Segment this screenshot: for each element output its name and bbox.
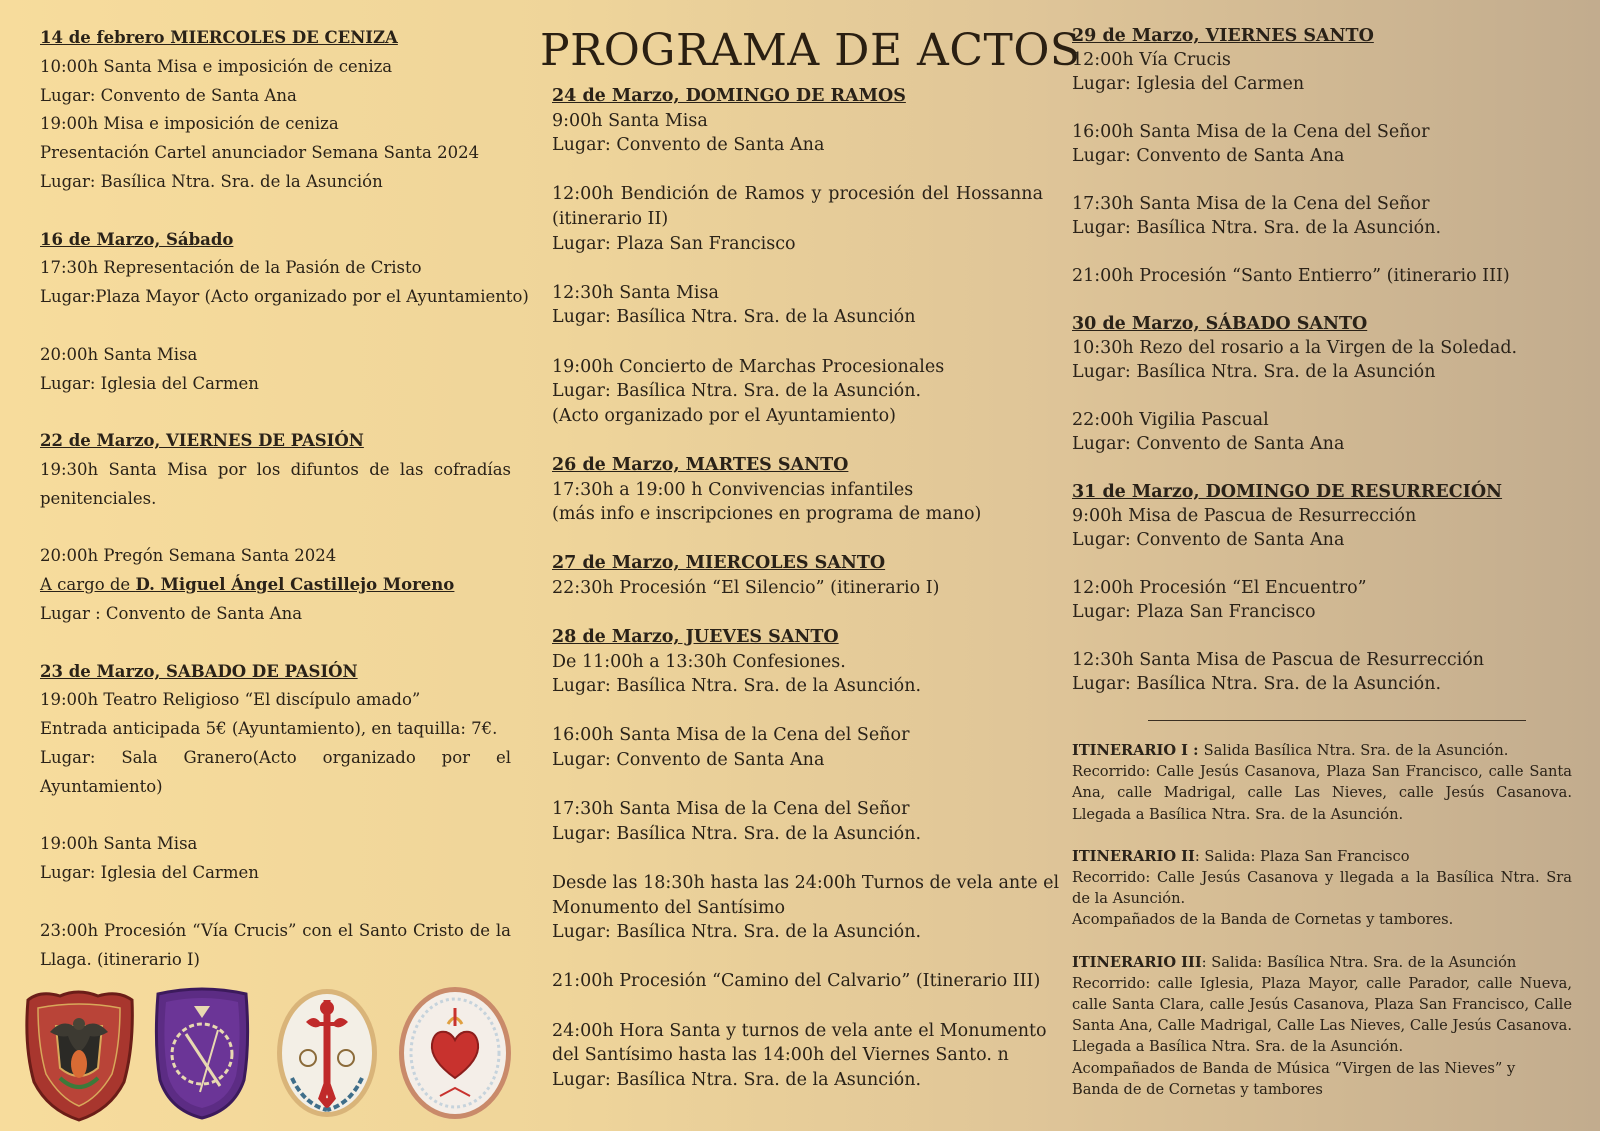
event-line: Monumento del Santísimo — [552, 897, 786, 918]
event-line: Lugar: Basílica Ntra. Sra. de la Asunción. — [1072, 673, 1442, 694]
event-line: 9:00h Santa Misa — [552, 110, 708, 131]
section-header: 24 de Marzo, DOMINGO DE RAMOS — [552, 86, 906, 106]
section-header: 28 de Marzo, JUEVES SANTO — [552, 627, 839, 648]
cargo-prefix: A cargo de — [40, 575, 136, 595]
event-line: Lugar: Basílica Ntra. Sra. de la Asunción. — [1072, 218, 1442, 239]
event-line: 21:00h Procesión “Santo Entierro” (itinerario III) — [1072, 265, 1510, 286]
event-line: Lugar: Basílica Ntra. Sra. de la Asunción — [552, 307, 916, 328]
event-line: 12:00h Vía Crucis — [1072, 50, 1231, 71]
section-header: 22 de Marzo, VIERNES DE PASIÓN — [40, 431, 364, 451]
section-header: 26 de Marzo, MARTES SANTO — [552, 454, 849, 475]
santiago-cross-emblem — [274, 986, 380, 1120]
section-header: 31 de Marzo, DOMINGO DE RESURRECIÓN — [1072, 481, 1503, 502]
section-header: 27 de Marzo, MIERCOLES SANTO — [552, 553, 886, 574]
itinerary-label: ITINERARIO III — [1072, 953, 1202, 971]
middle-column — [540, 22, 1081, 1092]
cargo-name: D. Miguel Ángel Castillejo Moreno — [135, 575, 455, 595]
event-line: Lugar: Basílica Ntra. Sra. de la Asunción. — [552, 676, 922, 697]
eagle-shield-emblem — [20, 986, 138, 1122]
event-line: 12:00h Procesión “El Encuentro” — [1072, 577, 1367, 598]
itinerary-sep: : — [1188, 742, 1204, 759]
event-line: (Acto organizado por el Ayuntamiento) — [552, 405, 896, 426]
crown-of-thorns-emblem — [150, 984, 254, 1120]
event-line: 24:00h Hora Santa y turnos de vela ante el Monumento — [552, 1020, 1047, 1041]
event-line: 22:30h Procesión “El Silencio” (itinerario I) — [552, 577, 940, 598]
event-line: 19:30h Santa Misa por los difuntos de las cofradías — [40, 459, 511, 479]
event-line: Lugar: Basílica Ntra. Sra. de la Asunción. — [552, 381, 922, 402]
section-header: 23 de Marzo, SABADO DE PASIÓN — [40, 661, 358, 681]
itinerary-start: Salida: Basílica Ntra. Sra. de la Asunción — [1211, 953, 1517, 971]
event-line: 10:30h Rezo del rosario a la Virgen de la Soledad. — [1072, 337, 1518, 358]
itinerary-accompaniment: Acompañados de Banda de Música “Virgen de las Nieves” y — [1072, 1059, 1516, 1077]
event-line: Ayuntamiento) — [40, 776, 163, 796]
event-line: penitenciales. — [40, 488, 157, 508]
right-column — [1072, 24, 1572, 696]
event-line: Lugar: Basílica Ntra. Sra. de la Asunción — [40, 171, 383, 191]
event-line: Lugar: Basílica Ntra. Sra. de la Asunción. — [552, 823, 922, 844]
itinerary-section — [1072, 740, 1572, 1121]
event-line: Lugar: Convento de Santa Ana — [552, 135, 825, 156]
itinerary-label: ITINERARIO II — [1072, 847, 1195, 865]
itinerary-label: ITINERARIO I — [1072, 742, 1189, 759]
brotherhood-emblems — [18, 984, 528, 1124]
event-line: 17:30h Representación de la Pasión de Cristo — [40, 258, 422, 278]
event-line: Llaga. (itinerario I) — [40, 949, 200, 969]
event-line: Presentación Cartel anunciador Semana Santa 2024 — [40, 143, 480, 163]
event-line: 17:30h a 19:00 h Convivencias infantiles — [552, 479, 914, 500]
section-header: 30 de Marzo, SÁBADO SANTO — [1072, 313, 1368, 334]
event-line: 17:30h Santa Misa de la Cena del Señor — [1072, 194, 1430, 215]
event-line: Entrada anticipada 5€ (Ayuntamiento), en taquilla: 7€. — [40, 719, 498, 739]
event-line: Lugar: Iglesia del Carmen — [1072, 74, 1305, 95]
event-line: 22:00h Vigilia Pascual — [1072, 409, 1269, 430]
itinerary-start: Salida Basílica Ntra. Sra. de la Asunción. — [1203, 742, 1509, 759]
event-line: 17:30h Santa Misa de la Cena del Señor — [552, 799, 910, 820]
event-line: Lugar:Plaza Mayor (Acto organizado por el Ayuntamiento) — [40, 287, 529, 307]
itinerary-block — [1072, 846, 1572, 931]
itinerary-route: Recorrido: calle Iglesia, Plaza Mayor, calle Parador, calle Nueva, calle Santa Clara, calle Jesús Casanova, Plaza San Francisco, Calle Santa Ana, Calle Madrigal, Calle Las Nieves, Calle Jesús Casanova. Llegada a Basílica Ntra. Sra. de la Asunción. — [1072, 974, 1572, 1056]
event-line: De 11:00h a 13:30h Confesiones. — [552, 651, 846, 672]
section-divider — [1148, 720, 1526, 721]
event-line: 20:00h Santa Misa — [40, 344, 198, 364]
event-line: 16:00h Santa Misa de la Cena del Señor — [1072, 122, 1430, 143]
event-line: Lugar: Convento de Santa Ana — [552, 750, 825, 771]
itinerary-accompaniment: Acompañados de la Banda de Cornetas y tambores. — [1072, 911, 1454, 929]
event-line: 12:30h Santa Misa — [552, 282, 719, 303]
itinerary-start: Salida: Plaza San Francisco — [1204, 847, 1410, 865]
event-line: 19:00h Misa e imposición de ceniza — [40, 114, 339, 134]
event-line: (más info e inscripciones en programa de mano) — [552, 504, 982, 525]
itinerary-sep: : — [1194, 847, 1205, 865]
event-line: 21:00h Procesión “Camino del Calvario” (Itinerario III) — [552, 971, 1041, 992]
itinerary-route: Recorrido: Calle Jesús Casanova y llegada a la Basílica Ntra. Sra de la Asunción. — [1072, 869, 1572, 908]
event-line: Lugar: Basílica Ntra. Sra. de la Asunción. — [552, 1069, 922, 1090]
event-line: Desde las 18:30h hasta las 24:00h Turnos de vela ante el — [552, 873, 1060, 893]
event-line: Lugar: Plaza San Francisco — [552, 233, 796, 254]
event-line: Lugar: Convento de Santa Ana — [1072, 433, 1345, 454]
event-line: 12:00h Bendición de Ramos y procesión del Hossanna — [552, 184, 1043, 205]
left-column — [40, 24, 529, 974]
section-header: 29 de Marzo, VIERNES SANTO — [1072, 26, 1374, 46]
event-line: Lugar: Basílica Ntra. Sra. de la Asunción — [1072, 362, 1436, 383]
itinerary-accompaniment: Banda de de Cornetas y tambores — [1072, 1080, 1323, 1098]
event-line: Lugar: Basílica Ntra. Sra. de la Asunción. — [552, 922, 922, 943]
event-line: (itinerario II) — [552, 208, 669, 229]
section-header: 16 de Marzo, Sábado — [40, 229, 234, 249]
event-line: del Santísimo hasta las 14:00h del Viernes Santo. n — [552, 1045, 1009, 1066]
event-line: 12:30h Santa Misa de Pascua de Resurrección — [1072, 649, 1485, 670]
page-title: PROGRAMA DE ACTOS — [540, 25, 1081, 76]
section-header: 14 de febrero MIERCOLES DE CENIZA — [40, 28, 398, 47]
event-line: Lugar: Convento de Santa Ana — [40, 85, 297, 105]
event-line: 10:00h Santa Misa e imposición de ceniza — [40, 56, 393, 76]
event-line: Lugar: Iglesia del Carmen — [40, 863, 259, 883]
event-line: 19:00h Concierto de Marchas Procesionales — [552, 356, 945, 377]
itinerary-block — [1072, 740, 1572, 825]
cargo-line — [40, 571, 511, 600]
event-line: Lugar: Convento de Santa Ana — [1072, 530, 1345, 551]
itinerary-sep: : — [1201, 953, 1212, 971]
event-line: Lugar: Plaza San Francisco — [1072, 601, 1316, 622]
event-line: 19:00h Santa Misa — [40, 834, 198, 854]
event-line: Lugar: Iglesia del Carmen — [40, 373, 259, 393]
event-line: 16:00h Santa Misa de la Cena del Señor — [552, 725, 910, 746]
event-line: Lugar : Convento de Santa Ana — [40, 603, 303, 623]
event-line: Lugar: Convento de Santa Ana — [1072, 146, 1345, 167]
event-line: 9:00h Misa de Pascua de Resurrección — [1072, 505, 1417, 526]
event-line: 23:00h Procesión “Vía Crucis” con el Santo Cristo de la — [40, 920, 511, 940]
sacred-heart-emblem — [396, 984, 514, 1122]
event-line: 19:00h Teatro Religioso “El discípulo amado” — [40, 690, 421, 710]
event-line: Lugar: Sala Granero(Acto organizado por el — [40, 747, 511, 767]
itinerary-block — [1072, 952, 1572, 1100]
itinerary-route: Recorrido: Calle Jesús Casanova, Plaza San Francisco, calle Santa Ana, calle Madrigal, calle Las Nieves, calle Jesús Casanova. Llegada a Basílica Ntra. Sra. de la Asunción. — [1072, 763, 1572, 823]
event-line: 20:00h Pregón Semana Santa 2024 — [40, 546, 337, 566]
